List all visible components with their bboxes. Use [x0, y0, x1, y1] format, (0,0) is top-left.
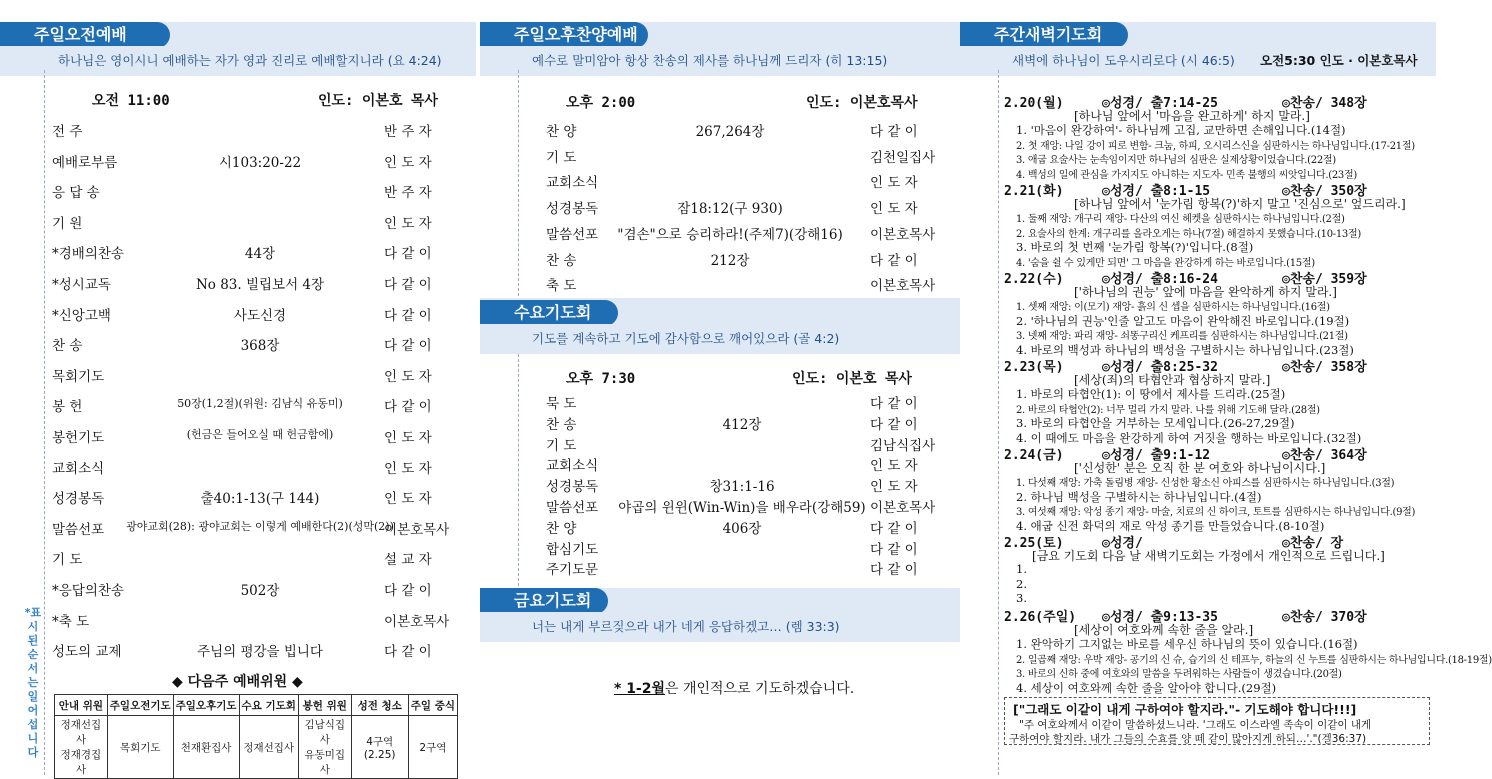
order-name: *성시교독: [52, 277, 111, 293]
dawn-theme: ['신성한' 분은 오직 한 분 여호와 하나님이시다.]: [1074, 461, 1326, 475]
order-detail: 창31:1-16: [709, 479, 775, 496]
friday-title: 금요기도회: [480, 588, 608, 614]
dawn-date: 2.26(주일): [1004, 610, 1077, 625]
dawn-point: 3. 넷째 재앙: 파리 재앙- 쇠똥구리신 케프리를 심판하시는 하나님입니다.(21절): [1016, 331, 1348, 342]
dawn-date: 2.22(수): [1004, 272, 1064, 287]
committee-header: 주일오후기도: [173, 695, 239, 716]
order-leader: 이본호목사: [870, 500, 936, 516]
order-name: 기 도: [52, 552, 83, 569]
dawn-theme: [세상이 여호와께 속한 줄을 알라.]: [1074, 623, 1254, 637]
order-name: 목회기도: [52, 368, 105, 385]
dawn-date: 2.21(화): [1004, 184, 1064, 199]
order-name: 성도의 교제: [52, 644, 122, 661]
order-name: 성경봉독: [546, 479, 599, 496]
dawn-hymn: ◎찬송/ 364장: [1282, 448, 1367, 463]
order-name: 찬 송: [546, 416, 577, 433]
dawn-point: 3. 바로의 첫 번째 '눈가림 항복(?)'입니다.(8절): [1016, 240, 1254, 254]
order-leader: 인 도 자: [384, 368, 432, 385]
dawn-point: 4. 이 때에도 마음을 완강하게 하여 거짓을 행하는 바로입니다.(32절): [1016, 430, 1362, 445]
order-leader: 다 같 이: [870, 416, 918, 433]
order-detail: 502장: [240, 583, 280, 599]
order-leader: 다 같 이: [384, 246, 432, 263]
order-leader: 다 같 이: [384, 399, 432, 416]
order-detail: 광야교회(28): 광야교회는 이렇게 예배한다(2)(성막(2)): [126, 519, 394, 533]
order-detail: 시103:20-22: [218, 154, 302, 171]
order-name: *경배의찬송: [52, 246, 124, 263]
order-name: 전 주: [52, 124, 83, 140]
order-name: 합심기도: [546, 541, 599, 558]
order-detail: 50장(1,2절)(위원: 김남식 유동미): [177, 397, 343, 411]
wednesday-title: 수요기도회: [480, 300, 618, 326]
friday-note: [614, 678, 854, 698]
order-leader: 다 같 이: [870, 541, 918, 558]
order-name: 교회소식: [546, 175, 599, 192]
order-leader: 인 도 자: [384, 215, 432, 232]
order-name: 묵 도: [546, 396, 577, 412]
order-leader: 인 도 자: [384, 430, 432, 446]
dawn-point: 1. 둘째 재앙: 개구리 재앙- 다산의 여신 헤켓을 심판하시는 하나님입니다.(2절): [1016, 214, 1345, 225]
order-name: 찬 송: [546, 252, 577, 269]
morning-leader: 인도: 이본호 목사: [318, 93, 438, 109]
order-name: 봉헌기도: [52, 430, 105, 446]
order-name: 말씀선포: [52, 521, 105, 538]
prayer-quote-title: ["그래도 이같이 내게 구하여야 할지라."- 기도해야 합니다!!!]: [1013, 702, 1357, 717]
order-leader: 인 도 자: [870, 201, 918, 218]
order-name: 기 도: [546, 149, 577, 166]
order-leader: 다 같 이: [870, 520, 918, 537]
dawn-hymn: ◎찬송/ 350장: [1282, 184, 1367, 199]
afternoon-time: 오후 2:00: [566, 95, 636, 111]
order-name: 기 원: [52, 215, 83, 232]
order-leader: 인 도 자: [870, 458, 918, 475]
dawn-point: 2. 일곱째 재앙: 우박 재앙- 공기의 신 슈, 습기의 신 테프누, 하늘의 신 누트를 심판하시는 하나님입니다.(18-19절): [1016, 654, 1492, 666]
committee-cell: 김남식집사 유동미집사: [298, 716, 351, 779]
dawn-point: 3. 여섯째 재앙: 악성 종기 재앙- 마술, 치료의 신 하이크, 토트를 심판하시는 하나님입니다.(9절): [1016, 507, 1416, 518]
order-leader: 다 같 이: [870, 396, 918, 412]
wednesday-verse: 기도를 계속하고 기도에 감사함으로 깨어있으라 (골 4:2): [480, 324, 960, 354]
order-detail: 출40:1-13(구 144): [200, 491, 320, 508]
order-name: 말씀선포: [546, 226, 599, 243]
dawn-date: 2.23(목): [1004, 360, 1064, 375]
order-detail: (헌금은 들어오실 때 헌금함에): [186, 428, 334, 441]
dawn-hymn: ◎찬송/ 348장: [1282, 96, 1367, 111]
dashed-divider: [44, 70, 45, 775]
committee-cell: 정재선집사: [239, 716, 298, 779]
order-leader: 다 같 이: [384, 277, 432, 293]
dawn-date: 2.20(월): [1004, 96, 1064, 111]
morning-time: 오전 11:00: [92, 93, 170, 109]
dashed-divider: [518, 70, 519, 296]
dawn-point: 1. 바로의 타협안(1): 이 땅에서 제사를 드리라.(25절): [1016, 387, 1286, 401]
dawn-reading: ◎성경/ 출8:16-24: [1102, 272, 1218, 287]
dawn-point: 2.: [1016, 576, 1027, 591]
dawn-theme: [금요 기도회 다음 날 새벽기도회는 가정에서 개인적으로 드립니다.]: [1032, 549, 1385, 563]
order-name: 교회소식: [546, 458, 599, 475]
dawn-point: 4. 애굽 신전 화덕의 재로 악성 종기를 만들었습니다.(8-10절): [1016, 518, 1325, 533]
dawn-point: 1. '마음이 완강하여'- 하나님께 고집, 교만하면 손해입니다.(14절): [1016, 123, 1346, 137]
order-leader: 설 교 자: [384, 552, 432, 569]
dawn-reading: ◎성경/ 출7:14-25: [1102, 96, 1218, 111]
dawn-title: 주간새벽기도회: [960, 22, 1128, 48]
dawn-point: 2. 요술사의 한계: 개구리를 올라오게는 하나(7절) 해결하지 못했습니다.(10-13절): [1016, 228, 1361, 240]
order-name: 말씀선포: [546, 500, 599, 516]
dawn-point: 3. 바로의 타협안을 거부하는 모세입니다.(26-27,29절): [1016, 416, 1295, 430]
dawn-verse: 새벽에 하나님이 도우시리로다 (시 46:5): [960, 46, 1436, 76]
dashed-divider: [998, 70, 999, 775]
order-name: 예배로부름: [52, 154, 118, 171]
dawn-reading: ◎성경/ 출8:25-32: [1102, 360, 1218, 375]
order-detail: "겸손"으로 승리하라!(주제7)(강해16): [617, 226, 843, 243]
committee-header: 주일오전기도: [107, 695, 173, 716]
order-leader: 인 도 자: [384, 491, 432, 508]
dawn-reading: ◎성경/ 출8:1-15: [1102, 184, 1211, 199]
wednesday-leader: 인도: 이본호 목사: [792, 371, 912, 387]
order-name: 교회소식: [52, 460, 105, 477]
afternoon-verse: 예수로 말미암아 항상 찬송의 제사를 하나님께 드리자 (히 13:15): [480, 46, 960, 76]
committee-header: 성전 청소: [351, 695, 408, 716]
committee-cell: 목회기도: [107, 716, 173, 779]
order-leader: 다 같 이: [870, 562, 918, 579]
dawn-point: 3. 바로의 신하 중에 여호와의 말씀을 두려워하는 사람들이 생겼습니다.(20절): [1016, 669, 1342, 680]
friday-note-text: 은 개인적으로 기도하겠습니다.: [665, 681, 855, 697]
committee-header: 안내 위원: [55, 695, 108, 716]
order-detail: 야곱의 윈윈(Win-Win)을 배우라(강해59): [618, 500, 866, 516]
order-leader: 다 같 이: [384, 307, 432, 324]
dawn-theme: ['하나님의 권능' 앞에 마음을 완악하게 하지 말라.]: [1074, 285, 1337, 299]
order-detail: 412장: [722, 416, 762, 433]
dawn-point: 3.: [1016, 591, 1027, 605]
committee-cell: 2구역: [408, 716, 457, 779]
dawn-point: 4. 세상이 여호와께 속한 줄을 알아야 합니다.(29절): [1016, 680, 1277, 695]
dawn-theme: [하나님 앞에서 '마음을 완고하게' 하지 말라.]: [1074, 109, 1310, 123]
order-leader: 인 도 자: [870, 175, 918, 192]
committee-cell: 4구역(2.25): [351, 716, 408, 779]
order-detail: 사도신경: [233, 307, 287, 324]
order-detail: 368장: [240, 338, 280, 355]
order-name: 찬 양: [546, 124, 577, 140]
order-name: 축 도: [546, 278, 577, 295]
prayer-quote-line: "주 여호와께서 이같이 말씀하셨느니라. '그래도 이스라엘 족속이 이같이 내게: [1019, 719, 1372, 731]
friday-verse: 너는 내게 부르짖으라 내가 네게 응답하겠고… (렘 33:3): [480, 612, 960, 642]
dawn-point: 3. 애굽 요술사는 눈속임이지만 하나님의 심판은 실제상황이었습니다.(22절): [1016, 155, 1336, 166]
order-leader: 다 같 이: [384, 583, 432, 599]
order-name: 기 도: [546, 437, 577, 454]
order-leader: 김천일집사: [870, 149, 936, 166]
dawn-reading: ◎성경/: [1102, 536, 1143, 551]
order-leader: 이본호목사: [870, 226, 936, 243]
committee-header: 수요 기도회: [239, 695, 298, 716]
dawn-point: 2. 첫 재앙: 나일 강이 피로 변함- 크눔, 하피, 오시리스신을 심판하시는 하나님입니다.(17-21절): [1016, 140, 1415, 152]
order-name: 성경봉독: [52, 491, 105, 508]
dawn-point: 2. '하나님의 권능'인줄 알고도 마음이 완악해진 바로입니다.(19절): [1016, 313, 1350, 328]
order-detail: 잠18:12(구 930): [677, 201, 783, 218]
committee-header: 주일 중식: [408, 695, 457, 716]
morning-title: 주일오전예배: [0, 22, 170, 48]
committee-header: 봉헌 위원: [298, 695, 351, 716]
committee-table: [54, 694, 458, 779]
dawn-date: 2.25(토): [1004, 536, 1064, 551]
prayer-quote-line: 구하여야 할지라. 내가 그들의 수효를 양 떼 같이 많아지게 하되…'."(겔36:37): [1009, 733, 1367, 745]
order-detail: No 83. 빌립보서 4장: [195, 277, 325, 293]
dashed-divider: [518, 354, 519, 586]
order-leader: 인 도 자: [384, 154, 432, 171]
order-detail: 212장: [710, 252, 750, 269]
afternoon-title: 주일오후찬양예배: [480, 22, 648, 48]
order-name: 찬 양: [546, 520, 577, 537]
dawn-theme: [하나님 앞에서 '눈가림 항복(?)'하지 말고 '진심으로' 엎드리라.]: [1074, 197, 1406, 211]
dawn-reading: ◎성경/ 출9:13-35: [1102, 610, 1218, 625]
afternoon-leader: 인도: 이본호목사: [806, 95, 918, 111]
dawn-column: [960, 0, 1492, 775]
committee-title: ◆ 다음주 예배위원 ◆: [172, 674, 303, 690]
dawn-hymn: ◎찬송/ 장: [1282, 536, 1344, 551]
order-leader: 반 주 자: [384, 185, 432, 202]
dawn-date: 2.24(금): [1004, 448, 1064, 463]
order-name: 주기도문: [546, 562, 599, 579]
prayer-quote-box: [1004, 697, 1430, 745]
dawn-point: 1.: [1016, 562, 1027, 576]
order-leader: 이본호목사: [384, 613, 450, 630]
order-detail: 406장: [722, 520, 762, 537]
dawn-point: 1. 셋째 재앙: 이(모기) 재앙- 흙의 신 셉을 심판하시는 하나님입니다.(16절): [1016, 302, 1330, 313]
dawn-point: 4. 백성의 일에 관심을 가지지도 아니하는 지도자- 민족 불행의 씨앗입니다.(23절): [1016, 169, 1357, 181]
morning-verse: 하나님은 영이시니 예배하는 자가 영과 진리로 예배할지니라 (요 4:24): [0, 46, 476, 76]
order-name: *신앙고백: [52, 307, 111, 324]
order-leader: 인 도 자: [384, 460, 432, 477]
order-name: 응 답 송: [52, 185, 100, 202]
order-leader: 다 같 이: [384, 338, 432, 355]
order-name: 찬 송: [52, 338, 83, 355]
order-leader: 김남식집사: [870, 437, 936, 454]
afternoon-column: [480, 0, 960, 775]
dawn-point: 1. 완악하기 그지없는 바로를 세우신 하나님의 뜻이 있습니다.(16절): [1016, 637, 1358, 651]
dawn-point: 4. '숨을 쉴 수 있게만 되면' 그 마음을 완강하게 하는 바로입니다.(15절): [1016, 257, 1315, 269]
order-leader: 이본호목사: [870, 278, 936, 295]
order-detail: 267,264장: [695, 124, 765, 140]
dawn-theme: [세상(죄)의 타협안과 협상하지 말라.]: [1074, 373, 1271, 387]
order-name: 성경봉독: [546, 201, 599, 218]
order-name: *축 도: [52, 613, 90, 630]
standing-note: *표시된 순서는 일어섭니다: [24, 606, 42, 759]
dawn-point: 1. 다섯째 재앙: 가축 돌림병 재앙- 신성한 황소신 아피스를 심판하시는 하나님입니다.(3절): [1016, 478, 1395, 489]
order-leader: 다 같 이: [384, 644, 432, 661]
morning-service-column: [0, 0, 476, 775]
dawn-hymn: ◎찬송/ 359장: [1282, 272, 1367, 287]
dawn-hymn: ◎찬송/ 358장: [1282, 360, 1367, 375]
dawn-reading: ◎성경/ 출9:1-12: [1102, 448, 1211, 463]
committee-cell: 천재환집사: [173, 716, 239, 779]
order-name: 봉 헌: [52, 399, 83, 416]
friday-note-months: * 1-2월: [614, 681, 666, 697]
order-detail: 44장: [244, 246, 276, 263]
dawn-hymn: ◎찬송/ 370장: [1282, 610, 1367, 625]
order-name: *응답의찬송: [52, 583, 124, 599]
dawn-point: 4. 바로의 백성과 하나님의 백성을 구별하시는 하나님입니다.(23절): [1016, 342, 1354, 357]
dawn-info: 오전5:30 인도 · 이본호목사: [1260, 53, 1418, 68]
order-leader: 다 같 이: [870, 124, 918, 140]
dawn-point: 2. 바로의 타협안(2): 너무 멀리 가지 말라. 나를 위해 기도해 달라.(28절): [1016, 404, 1320, 416]
order-leader: 이본호목사: [384, 521, 450, 538]
committee-cell: 정재선집사 정재경집사: [55, 716, 108, 779]
wednesday-time: 오후 7:30: [566, 371, 636, 387]
order-leader: 반 주 자: [384, 124, 432, 140]
order-detail: 주님의 평강을 빕니다: [197, 644, 323, 661]
order-leader: 인 도 자: [870, 479, 918, 496]
order-leader: 다 같 이: [870, 252, 918, 269]
dawn-point: 2. 하나님 백성을 구별하시는 하나님입니다.(4절): [1016, 489, 1262, 504]
